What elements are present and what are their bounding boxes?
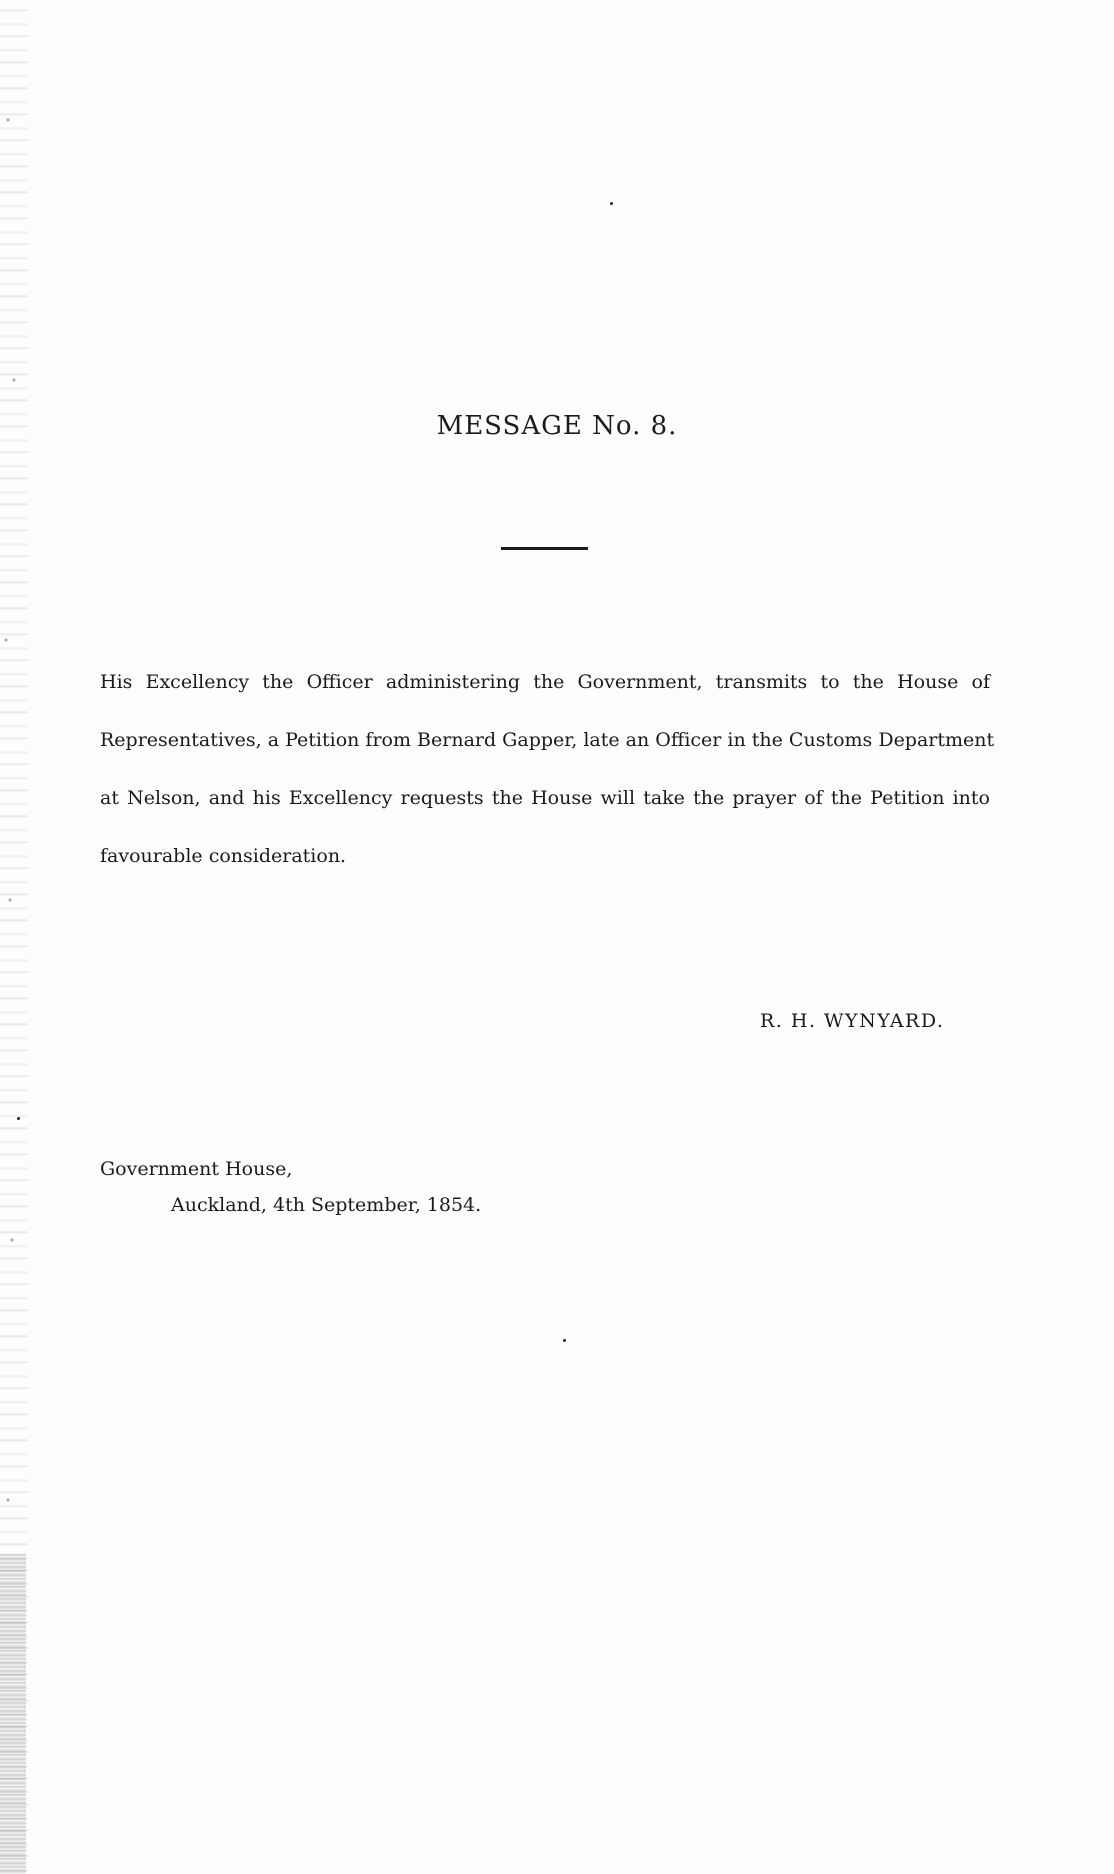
message-body-line: His Excellency the Officer administering the Government, transmits to the House of bbox=[100, 671, 990, 693]
date-of-issue: Auckland, 4th September, 1854. bbox=[171, 1194, 482, 1216]
message-body-line: Representatives, a Petition from Bernard Gapper, late an Officer in the Customs Department bbox=[100, 729, 995, 751]
title-divider-rule bbox=[501, 547, 588, 550]
message-title: MESSAGE No. 8. bbox=[436, 411, 678, 441]
ink-speck bbox=[563, 1339, 566, 1342]
place-of-issue: Government House, bbox=[100, 1158, 293, 1180]
ink-speck bbox=[610, 202, 613, 205]
scan-edge-noise bbox=[0, 0, 40, 1874]
message-body-line: at Nelson, and his Excellency requests the House will take the prayer of the Petition into bbox=[100, 787, 990, 809]
message-body bbox=[100, 653, 995, 885]
message-body-line: favourable consideration. bbox=[100, 845, 347, 867]
ink-speck bbox=[17, 1117, 20, 1120]
signature: R. H. WYNYARD. bbox=[760, 1010, 945, 1032]
